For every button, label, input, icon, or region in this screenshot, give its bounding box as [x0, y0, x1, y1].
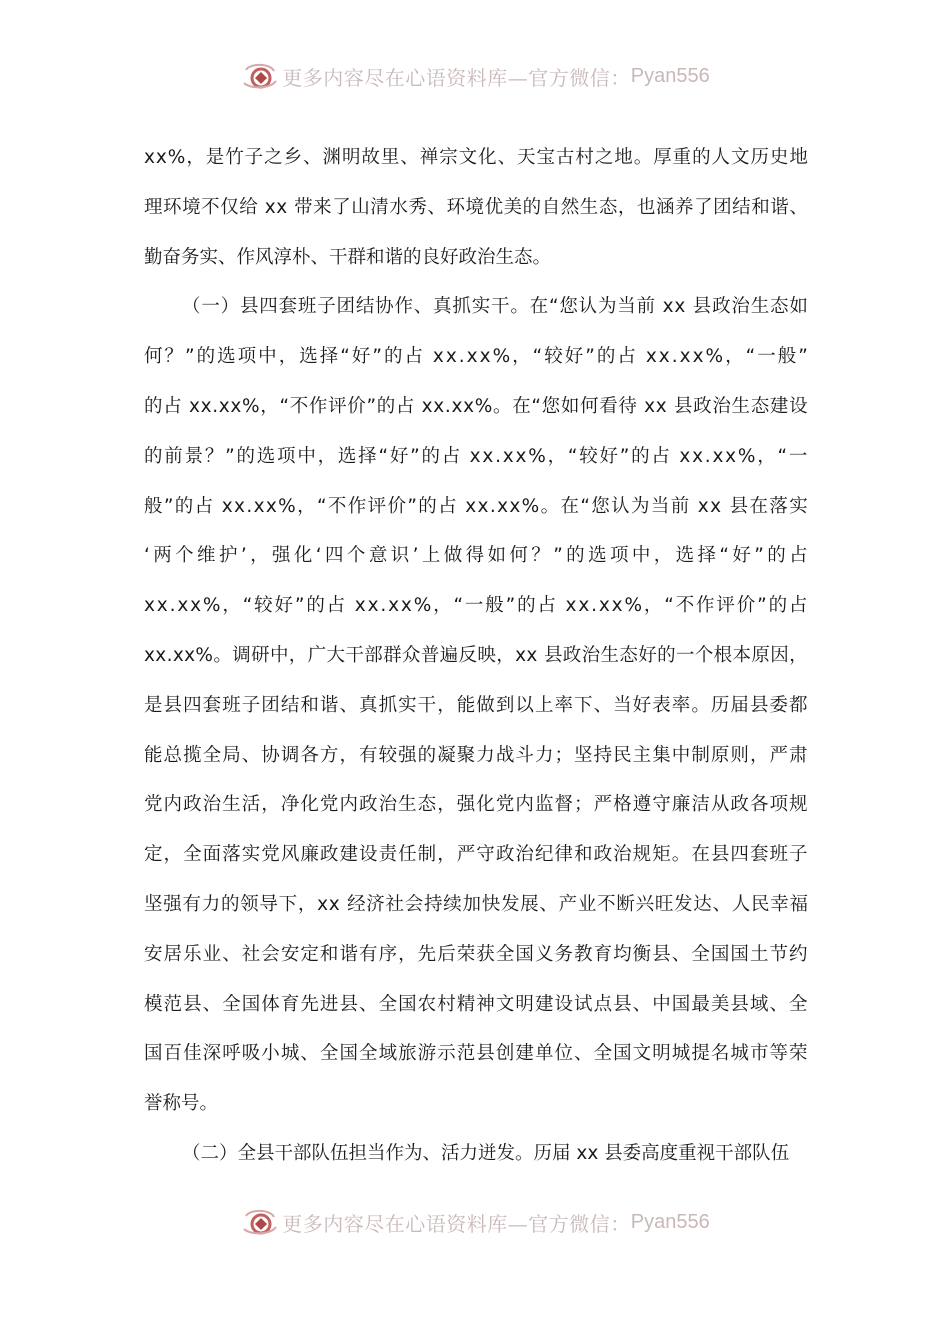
text-line: 何 ？ ” 的 选 项 中 ， 选 择 “ 好 ” 的 占 x x . x x % ， “ 较 好 ” 的 占 x x . x x % ， “ 一 般 ”: [144, 346, 808, 368]
text-line: 理 环 境 不 仅 给 x x 带 来 了 山 清 水 秀 、 环 境 优 美 的 自 然 生 态 ， 也 涵 养 了 团 结 和 谐 、: [144, 196, 808, 218]
text-line: 国 百 佳 深 呼 吸 小 城 、 全 国 全 域 旅 游 示 范 县 创 建 单 位 、 全 国 文 明 城 提 名 城 市 等 荣: [144, 1043, 808, 1065]
text-line: 的 占 x x . x x % ， “ 不 作 评 价 ” 的 占 x x . x x % 。 在 “ 您 如 何 看 待 x x 县 政 治 生 态 建 设: [144, 395, 808, 417]
text-line: ‘ 两 个 维 护 ’ ， 强 化 ‘ 四 个 意 识 ’ 上 做 得 如 何 ？ ” 的 选 项 中 ， 选 择 “ 好 ” 的 占: [144, 545, 808, 567]
watermark-wechat-id: Pyan556: [630, 1210, 710, 1233]
watermark-text: 更多内容尽在心语资料库—官方微信：: [282, 65, 631, 90]
watermark-text: 更多内容尽在心语资料库—官方微信：: [282, 1211, 631, 1236]
text-line: x x % ， 是 竹 子 之 乡 、 渊 明 故 里 、 禅 宗 文 化 、 天 宝 古 村 之 地 。 厚 重 的 人 文 历 史 地: [144, 147, 808, 168]
text-line: 安 居 乐 业 、 社 会 安 定 和 谐 有 序 ， 先 后 荣 获 全 国 义 务 教 育 均 衡 县 、 全 国 国 土 节 约: [144, 943, 808, 965]
watermark-banner-top: [0, 59, 950, 93]
watermark-wechat-id: Pyan556: [630, 64, 710, 87]
text-line: x x . x x % ， “ 较 好 ” 的 占 x x . x x % ， “ 一 般 ” 的 占 x x . x x % ， “ 不 作 评 价 ” 的 占: [144, 595, 808, 617]
text-line: 能 总 揽 全 局 、 协 调 各 方 ， 有 较 强 的 凝 聚 力 战 斗 力 ； 坚 持 民 主 集 中 制 原 则 ， 严 肃: [144, 744, 808, 766]
text-line: （ 一 ） 县 四 套 班 子 团 结 协 作 、 真 抓 实 干 。 在 “ 您 认 为 当 前 x x 县 政 治 生 态 如: [182, 296, 808, 318]
paragraph: [144, 1129, 808, 1179]
text-line: 是 县 四 套 班 子 团 结 和 谐 、 真 抓 实 干 ， 能 做 到 以 上 率 下 、 当 好 表 率 。 历 届 县 委 都: [144, 694, 808, 716]
text-line: 模 范 县 、 全 国 体 育 先 进 县 、 全 国 农 村 精 神 文 明 建 设 试 点 县 、 中 国 最 美 县 域 、 全: [144, 993, 808, 1015]
text-line: 誉称号。: [144, 1093, 219, 1115]
paragraph: [144, 282, 808, 1129]
watermark-banner-bottom: [0, 1205, 950, 1239]
text-line: （二）全县干部队伍担当作为、活力迸发。历届 xx 县委高度重视干部队伍: [182, 1142, 790, 1164]
logo-icon: [240, 1207, 280, 1237]
document-body: [144, 133, 808, 1179]
text-line: 般 ” 的 占 x x . x x % ， “ 不 作 评 价 ” 的 占 x x . x x % 。 在 “ 您 认 为 当 前 x x 县 在 落 实: [144, 495, 808, 517]
text-line: 坚 强 有 力 的 领 导 下 ， x x 经 济 社 会 持 续 加 快 发 展 、 产 业 不 断 兴 旺 发 达 、 人 民 幸 福: [144, 893, 808, 915]
text-line: x x . x x % 。 调 研 中 ， 广 大 干 部 群 众 普 遍 反 映 ， x x 县 政 治 生 态 好 的 一 个 根 本 原 因 ，: [144, 644, 808, 666]
text-line: 勤奋务实、作风淳朴、干群和谐的良好政治生态。: [144, 246, 552, 268]
text-line: 定 ， 全 面 落 实 党 风 廉 政 建 设 责 任 制 ， 严 守 政 治 纪 律 和 政 治 规 矩 。 在 县 四 套 班 子: [144, 844, 808, 866]
text-line: 的 前 景 ？ ” 的 选 项 中 ， 选 择 “ 好 ” 的 占 x x . x x % ， “ 较 好 ” 的 占 x x . x x % ， “ 一: [144, 445, 808, 467]
logo-icon: [240, 61, 280, 91]
paragraph: [144, 133, 808, 282]
text-line: 党 内 政 治 生 活 ， 净 化 党 内 政 治 生 态 ， 强 化 党 内 监 督 ； 严 格 遵 守 廉 洁 从 政 各 项 规: [144, 794, 808, 816]
